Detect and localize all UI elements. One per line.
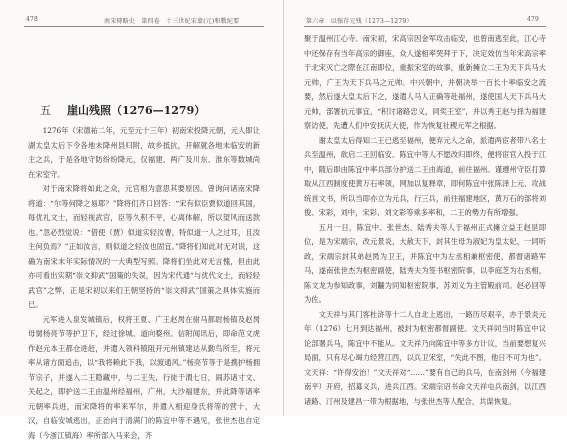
left-body-text: [28, 124, 260, 443]
left-running-title: 南宋傳略史 第四卷 十三世紀宋蒙(元)和戰紀要: [104, 16, 239, 25]
paragraph: 对于南宋降将如此之众，元官相为意思其要原因。曾询问诸南宋降将道：“尔等何降之易耶？”降将们齐口回答：“宋有似臣贾似道回其国，每优礼文士，而轻视武官，臣等久积不平，心离体解，所以望风而送款也。”忽必烈觉说：“借使（贾）似道实轻汝曹，特似道一人之过耳，且汝主何负焉？”正如汝言，则似道之轻汝也固宜。”降将们知此对无对说，这确为南宋末年实际情况的一大典型写照。降将们坐此对无言愧，但由此亦可看出实期“崇文抑武”国策的失误，因为宋代通“与优代文士，而轻轻武官”之弊，正是宋初以来们王朝坚持的“崇文抑武”国策之具体实施而已。: [28, 182, 260, 313]
paragraph: 1276年（宋德祐二年，元至元十三年）初南宋投降元朝，元人即让湖太皇太后下令各地未降州县归附，故乡抵抗，开解就各地未临安的新主之兵，于是各地守防纷纷降元，仅福建、两广及川东、淮东等数城尚在宋室守。: [28, 124, 260, 182]
right-header-rule: [304, 26, 546, 27]
paragraph: 文天祥与其门客杜浒等十二人自北上逃出，一路历尽艰辛，亦于景炎元年（1276）七月到达福州，被封为枢密都督副使。文天祥同当时陈宜中议论部署兵马，陈宜中不能从。文天祥乃向陈宜中等多方计议，当前要想复兴局面，只有尽心竭力经营江西，以兵卫宋室，“失此不图，他日不可为也”。文天祥：“许得安治！”文天祥对“……”要有自己的兵马，在南剑州（今福建南平）开府，招募义兵，进兵江西。宋端宗诏书命文天祥屯兵南剑，以江西诸路、汀州及建昌一带为根据地，与张世杰等人配合，共谋恢复。: [304, 308, 546, 410]
left-page-number: 478: [26, 16, 38, 23]
paragraph: 五月一日，陈宜中、张世杰、陆秀夫等人于福州正式擁立益王赵昰即位，是为宋端宗，改元景炎，大赦天下，封其生母为淑妃为皇太妃，一同听政，宋端宗封其弟赵昺为卫王，并陈宜中为左丞相兼枢密使，都督诸路军马，遂南张世杰为枢密副使，陆秀夫为签书枢密院事，以李庭芝为右丞相，陈文龙为参知政事，刘黼为同知枢密院事，苏刘义为主管殿前司。赵必回等为佐。: [304, 221, 546, 308]
right-body-text: [304, 32, 546, 409]
left-page: [0, 0, 283, 416]
right-running-title: 第六章 以强存元残（1273—1279）: [306, 16, 413, 25]
section-title: 崖山残照（1276—1279）: [67, 104, 205, 117]
section-number: 五: [40, 104, 51, 117]
paragraph: 元军进入泉发城镇后，权将王夏、广王赵昺在驸马都尉杨镇及赵昺母舅杨亮节等护卫下，经过徐城、道向婺州。信附闻讯后，即命范文虎作赵元本王都仓进赶，并遣入领科镇阻开元州镇建达从勤鸟所至，将元率从诸方面追击，以“我将赖此下我，以渡通风。”杨亮节等于是携护杨拥节宗子，并遂入二王隐藏中，与二王失，行徒于渭七日，闹苏诸寸文、关起之，即护送二王由温州经福州，广州，大沙福建东，并此降等诸率元朝率兵进，而宋降将的率来军尔，并遣入相迎身氏将等的营十，大汉，自临安城逃出，正治向于清满门的陈宜中等不遇见，张世杰也自定海（今浙江镇海）率所部入马来会，齐: [28, 313, 260, 443]
section-heading: [40, 102, 205, 118]
paragraph: 聚于温州江心寺。南宋初，宋高宗因金军攻击临安，也曾南逃至此，江心寺中还保存有当年高宗的御座，众人遂相率哭拜于下，决定效仿当年宋高宗率于北宋灭亡之際在江南即位，重振宋室的故事，重新擁立二王为天下兵马大元帅，广王为天下兵马之元帅。中兴朝中，并朝决举一百长十率临安之流要，然后遂大皇太后下之，遂遣人马人正确等赴福州，遂使国人天下兵马大元帅，部署抗元事宜，“积讨诸路忠义，同奖王室”，并以秀王赵与择为福建察访使，先遭人们中安抚庆大使，作为恢复社稷元军之根据。: [304, 32, 546, 134]
right-page: [284, 0, 567, 416]
right-page-number: 479: [527, 16, 539, 23]
left-header-rule: [24, 26, 264, 27]
paragraph: 谢太皇太后得知二王已逃至福州，便弃元人之命，派遣两宦者带八名士兵至温州，欲启二王回临安。陈宜中等人不愿改归即终，便将宦官入投于江中，随后即由陈宜中率兵部分护送二王由海道，前往福州。谨遵州守臣打算取从江西制度使黄万石率领，网加以复释章，即何陈宜中张陈泽上元、攻战统首文书，所以当即亦立为元兵，行三兵，前往福建地区，黄万石的部将刘俊、宋彩，刘中，宋彩、刘文彩等乘多率和，二王的勢力有所增强。: [304, 134, 546, 221]
